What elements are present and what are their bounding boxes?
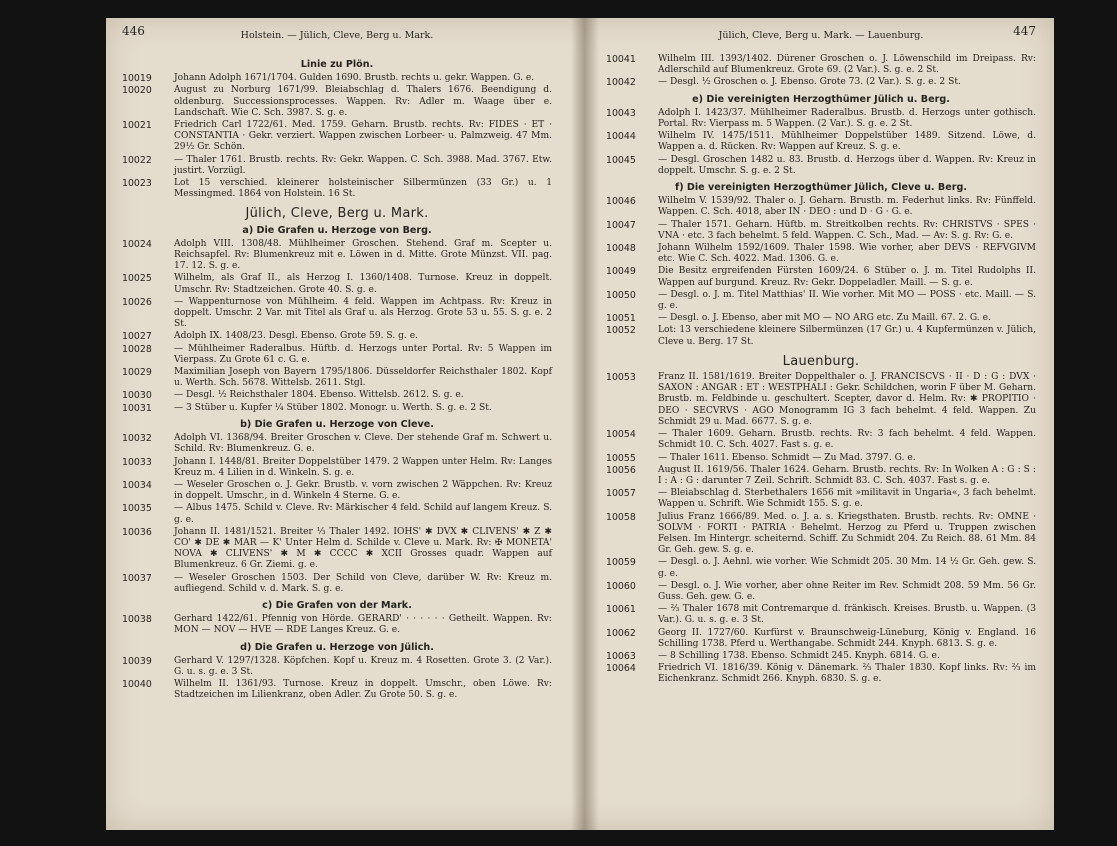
lot-description: Johann Adolph 1671/1704. Gulden 1690. Brustb. rechts u. gekr. Wappen. G. e. [174,73,535,84]
catalog-entry [606,663,1036,685]
catalog-entry [122,433,552,455]
catalog-entry [122,679,552,701]
catalog-entry [122,344,552,366]
lot-description: Die Besitz ergreifenden Fürsten 1609/24. 6 Stüber o. J. m. Titel Rudolphs II. Wappen auf burgund. Kreuz. Rv: Gekr. Doppeladler. Maill. — S. g. e. [658,266,1036,288]
catalog-entry [122,367,552,389]
catalog-entry [606,131,1036,153]
catalog-entry [122,403,552,414]
lot-number: 10042 [606,77,636,89]
lot-number: 10029 [122,367,152,379]
catalog-entry [606,77,1036,88]
catalog-entry [606,155,1036,177]
lot-number: 10032 [122,433,152,445]
lot-description: Friedrich Carl 1722/61. Med. 1759. Geharn. Brustb. rechts. Rv: FIDES · ET · CONSTANTIA · Gekr. verziert. Wappen zwischen Lorbeer- u. Palmzweig. 47 Mm. 29½ Gr. Schön. [174,120,552,153]
catalog-entry [122,297,552,331]
lot-description: Gerhard V. 1297/1328. Köpfchen. Kopf u. Kreuz m. 4 Rosetten. Grote 3. (2 Var.). G. u. s. g. e. 3 St. [174,655,552,677]
left-running-title: Holstein. — Jülich, Cleve, Berg u. Mark. [240,30,434,41]
catalog-entry [122,573,552,595]
catalog-entry [122,178,552,200]
lot-number: 10045 [606,154,636,166]
lot-description: — Thaler 1609. Geharn. Brustb. rechts. Rv: 3 fach behelmt. 4 feld. Wappen. Schmidt 10. C. Sch. 4027. Fast s. g. e. [658,429,1036,451]
lot-number: 10031 [122,402,152,414]
lot-number: 10050 [606,289,636,301]
catalog-entry [122,614,552,636]
book-gutter [571,18,599,830]
catalog-entry [606,372,1036,428]
lot-description: — Desgl. ½ Groschen o. J. Ebenso. Grote 73. (2 Var.). S. g. e. 2 St. [658,77,961,88]
catalog-entry [122,527,552,572]
catalog-entry [606,325,1036,347]
lot-number: 10033 [122,456,152,468]
lot-description: Wilhelm III. 1393/1402. Dürener Groschen o. J. Löwenschild im Dreipass. Rv: Adlerschild auf Blumenkreuz. Grote 69. (2 Var.). S. g. e. 2 St. [658,54,1036,76]
lot-description: — Mühlheimer Raderalbus. Hüftb. d. Herzogs unter Portal. Rv: 5 Wappen im Vierpass. Zu Grote 61 c. G. e. [174,343,552,365]
catalog-entry [122,656,552,678]
lot-description: — 8 Schilling 1738. Ebenso. Schmidt 245. Knyph. 6814. G. e. [658,650,940,661]
catalog-entry [606,290,1036,312]
lot-number: 10046 [606,196,636,208]
lot-number: 10051 [606,313,636,325]
lot-number: 10027 [122,331,152,343]
lot-number: 10021 [122,120,152,132]
catalog-entry [606,557,1036,579]
lot-description: Maximilian Joseph von Bayern 1795/1806. Düsseldorfer Reichsthaler 1802. Kopf u. Werth. Sch. 5678. Wittelsb. 2611. Stgl. [174,367,552,389]
catalog-entry [606,429,1036,451]
catalog-entry [606,488,1036,510]
lot-number: 10043 [606,107,636,119]
lot-description: — Weseler Groschen o. J. Gekr. Brustb. v. vorn zwischen 2 Wäppchen. Rv: Kreuz in doppelt. Umschr., in d. Winkeln 4 Sterne. G. e. [174,479,552,502]
lot-description: Friedrich VI. 1816/39. König v. Dänemark. ⅔ Thaler 1830. Kopf links. Rv: ⅔ im Eichenkranz. Schmidt 266. Knyph. 6830. S. g. e. [658,663,1036,685]
lot-number: 10064 [606,663,636,675]
lot-description: — Thaler 1761. Brustb. rechts. Rv: Gekr. Wappen. C. Sch. 3988. Mad. 3767. Etw. justirt. Vorzügl. [174,154,552,176]
lot-number: 10057 [606,488,636,500]
lot-description: Johann I. 1448/81. Breiter Doppelstüber 1479. 2 Wappen unter Helm. Rv: Langes Kreuz m. 4 Lilien in d. Winkeln. S. g. e. [174,456,552,478]
catalog-entry [122,120,552,154]
catalog-entry [122,273,552,295]
lot-description: Julius Franz 1666/89. Med. o. J. a. s. Kriegsthaten. Brustb. rechts. Rv: OMNE · SOLVM · FORTI · PATRIA · Behelmt. Herzog zu Pferd u. Truppen zwischen Felsen. Im Hintergr. scheiternd. Schiff. Zu Schmidt 204. Zu Reich. 88. 61 Mm. 84 Gr. Geh. gew. S. g. e. [658,511,1036,556]
lot-description: — Desgl. o. J. Ebenso, aber mit MO — NO ARG etc. Zu Maill. 67. 2. G. e. [658,313,991,324]
lot-number: 10019 [122,73,152,85]
right-page [606,24,1036,687]
lot-description: — Desgl. o. J. m. Titel Matthias' II. Wie vorher. Mit MO — POSS · etc. Maill. — S. g. e. [658,289,1036,312]
lot-description: — 3 Stüber u. Kupfer ¼ Stüber 1802. Monogr. u. Werth. S. g. e. 2 St. [174,402,492,413]
catalog-entry [606,243,1036,265]
lot-description: — Desgl. Groschen 1482 u. 83. Brustb. d. Herzogs über d. Wappen. Rv: Kreuz in doppelt. Umschr. S. g. e. 2 St. [658,154,1036,176]
book-spread [106,18,1054,830]
lot-description: — Wappenturnose von Mühlheim. 4 feld. Wappen im Achtpass. Rv: Kreuz in doppelt. Umschr. 2 Var. mit Titel als Graf u. als Herzog. Grote 53 u. 55. S. g. e. 2 St. [174,296,552,330]
lot-description: Lot: 13 verschiedene kleinere Silbermünzen (17 Gr.) u. 4 Kupfermünzen v. Jülich, Cleve u. Berg. 17 St. [658,325,1036,347]
lot-number: 10025 [122,273,152,285]
lot-number: 10055 [606,452,636,464]
lot-number: 10022 [122,154,152,166]
lot-description: Johann II. 1481/1521. Breiter ⅓ Thaler 1492. IOHS' ✱ DVX ✱ CLIVENS' ✱ Z ✱ CO' ✱ DE ✱ MAR — K' Unter Helm d. Schilde v. Cleve u. Mark. Rv: ✠ MONETA' NOVA ✱ CLIVENS' ✱ M ✱ CCCC ✱ XCII Grosses quadr. Wappen auf Blumenkreuz. 6 Gr. Ziemi. g. e. [174,526,552,571]
lot-number: 10047 [606,219,636,231]
catalog-entry [122,85,552,119]
lot-description: — Desgl. ½ Reichsthaler 1804. Ebenso. Wittelsb. 2612. S. g. e. [174,390,464,401]
lot-number: 10053 [606,372,636,384]
lot-number: 10061 [606,604,636,616]
catalog-entry [122,155,552,177]
lot-number: 10030 [122,390,152,402]
section-heading: Lauenburg. [782,353,860,369]
lot-number: 10056 [606,464,636,476]
lot-number: 10028 [122,343,152,355]
lot-number: 10039 [122,655,152,667]
lot-description: Johann Wilhelm 1592/1609. Thaler 1598. Wie vorher, aber DEVS · REFVGIVM etc. Wie C. Sch. 4022. Mad. 1306. G. e. [658,243,1036,265]
left-page-number: 446 [122,24,145,38]
right-page-body [606,54,1036,686]
subsection-heading: f) Die vereinigten Herzogthümer Jülich, Cleve u. Berg. [675,182,967,194]
lot-number: 10062 [606,627,636,639]
subsection-heading: d) Die Grafen u. Herzoge von Jülich. [240,641,434,653]
lot-number: 10038 [122,614,152,626]
catalog-entry [606,313,1036,324]
catalog-entry [122,331,552,342]
lot-number: 10044 [606,131,636,143]
subsection-heading: a) Die Grafen u. Herzoge von Berg. [242,224,432,236]
lot-number: 10034 [122,479,152,491]
lot-number: 10036 [122,526,152,538]
catalog-entry [606,196,1036,218]
lot-number: 10020 [122,85,152,97]
catalog-entry [606,453,1036,464]
catalog-entry [606,465,1036,487]
lot-description: Wilhelm, als Graf II., als Herzog I. 1360/1408. Turnose. Kreuz in doppelt. Umschr. Rv: Stadtzeichen. Grote 40. S. g. e. [174,273,552,295]
lot-number: 10059 [606,557,636,569]
lot-description: August II. 1619/56. Thaler 1624. Geharn. Brustb. rechts. Rv: In Wolken A : G : S : I : A : G : darunter 7 Zeil. Schrift. Schmidt 83. C. Sch. 4037. Fast s. g. e. [658,464,1036,486]
lot-number: 10037 [122,572,152,584]
right-running-head [606,24,1036,44]
catalog-entry [122,480,552,502]
catalog-entry [122,239,552,273]
lot-description: Franz II. 1581/1619. Breiter Doppelthaler o. J. FRANCISCVS · II · D : G : DVX · SAXON : ANGAR : ET : WESTPHALI : Gekr. Schildchen, worin F über M. Geharn. Brustb. m. Feldbinde u. geschultert. Scepter, davor d. Helm. Rv: ✱ PROPITIO · DEO · SECVRVS · AGO Monogramm IG 3 fach behelmt. 4 feld. Wappen. Zu Schmidt 29 u. Mad. 6677. S. g. e. [658,372,1036,427]
lot-number: 10052 [606,325,636,337]
catalog-entry [606,651,1036,662]
lot-number: 10063 [606,650,636,662]
lot-description: Adolph VI. 1368/94. Breiter Groschen v. Cleve. Der stehende Graf m. Schwert u. Schild. Rv: Blumenkreuz. G. e. [174,433,552,455]
lot-description: Wilhelm II. 1361/93. Turnose. Kreuz in doppelt. Umschr., oben Löwe. Rv: Stadtzeichen im Lilienkranz, oben Adler. Zu Grote 50. S. g. e. [174,679,552,701]
lot-number: 10049 [606,266,636,278]
lot-number: 10026 [122,296,152,308]
subsection-heading: b) Die Grafen u. Herzoge von Cleve. [240,418,434,430]
catalog-entry [606,604,1036,626]
catalog-entry [122,503,552,525]
left-running-head [122,24,552,44]
lot-description: — Thaler 1571. Geharn. Hüftb. m. Streitkolben rechts. Rv: CHRISTVS · SPES · VNA · etc. 3 fach behelmt. 5 feld. Wappen. C. Sch., Mad. — Av: S. g. Rv: G. e. [658,219,1036,241]
lot-description: Adolph IX. 1408/23. Desgl. Ebenso. Grote 59. S. g. e. [174,331,418,342]
lot-number: 10054 [606,429,636,441]
lot-number: 10058 [606,511,636,523]
lot-number: 10040 [122,679,152,691]
catalog-entry [122,457,552,479]
lot-number: 10041 [606,54,636,65]
lot-number: 10023 [122,178,152,190]
lot-number: 10060 [606,580,636,592]
lot-description: — Weseler Groschen 1503. Der Schild von Cleve, darüber W. Rv: Kreuz m. aufliegend. Schild v. d. Mark. S. g. e. [174,572,552,594]
lot-description: Gerhard 1422/61. Pfennig von Hörde. GERARD' · · · · · · Getheilt. Wappen. Rv: MON — NOV — HVE — RDE Langes Kreuz. G. e. [174,614,552,636]
catalog-entry [606,581,1036,603]
lot-number: 10048 [606,243,636,255]
lot-description: Wilhelm IV. 1475/1511. Mühlheimer Doppelstüber 1489. Sitzend. Löwe, d. Wappen a. d. Rücken. Rv: Wappen auf Kreuz. S. g. e. [658,131,1036,153]
subsection-heading: e) Die vereinigten Herzogthümer Jülich u. Berg. [692,93,950,105]
subsection-heading: c) Die Grafen von der Mark. [262,599,412,611]
left-page [122,24,552,703]
section-heading: Jülich, Cleve, Berg u. Mark. [245,206,429,222]
lot-description: — Desgl. o. J. Aehnl. wie vorher. Wie Schmidt 205. 30 Mm. 14 ½ Gr. Geh. gew. S. g. e. [658,557,1036,579]
lot-description: — Bleiabschlag d. Sterbethalers 1656 mit »militavit in Ungaria«, 3 fach behelmt. Wappen u. Schrift. Wie Schmidt 155. S. g. e. [658,488,1036,510]
right-running-title: Jülich, Cleve, Berg u. Mark. — Lauenburg. [718,30,924,41]
lot-description: Adolph VIII. 1308/48. Mühlheimer Groschen. Stehend. Graf m. Scepter u. Reichsapfel. Rv: Blumenkreuz mit e. Löwen in d. Mitte. Grote Münzst. VII. pag. 17. 12. S. g. e. [174,238,552,272]
catalog-entry [122,73,552,84]
catalog-entry [606,108,1036,130]
left-page-body [122,59,552,702]
lot-number: 10024 [122,238,152,250]
catalog-entry [606,512,1036,557]
lot-description: — ⅔ Thaler 1678 mit Contremarque d. fränkisch. Kreises. Brustb. u. Wappen. (3 Var.). G. u. s. g. e. 3 St. [658,604,1036,626]
lot-description: Lot 15 verschied. kleinerer holsteinischer Silbermünzen (33 Gr.) u. 1 Messingmed. 1864 von Holstein. 16 St. [174,178,552,200]
lot-description: Georg II. 1727/60. Kurfürst v. Braunschweig-Lüneburg, König v. England. 16 Schilling 1738. Pferd u. Werthangabe. Schmidt 244. Knyph. 6813. S. g. e. [658,627,1036,649]
catalog-entry [606,266,1036,288]
lot-description: Adolph I. 1423/37. Mühlheimer Raderalbus. Brustb. d. Herzogs unter gothisch. Portal. Rv: Vierpass m. 5 Wappen. (2 Var.). S. g. e. 2 St. [658,107,1036,130]
catalog-entry [606,220,1036,242]
lot-description: — Desgl. o. J. Wie vorher, aber ohne Reiter im Rev. Schmidt 208. 59 Mm. 56 Gr. Guss. Geh. gew. G. e. [658,580,1036,602]
right-page-number: 447 [1013,24,1036,38]
catalog-entry [606,628,1036,650]
lot-description: August zu Norburg 1671/99. Bleiabschlag d. Thalers 1676. Beendigung d. oldenburg. Successionsprocesses. Wappen. Rv: Adler m. Waage über e. Landschaft. Wie C. Sch. 3987. S. g. e. [174,85,552,118]
catalog-entry [606,54,1036,76]
lot-number: 10035 [122,503,152,515]
lot-description: — Albus 1475. Schild v. Cleve. Rv: Märkischer 4 feld. Schild auf langem Kreuz. S. g. e. [174,503,552,525]
lot-description: Wilhelm V. 1539/92. Thaler o. J. Geharn. Brustb. m. Federhut links. Rv: Fünffeld. Wappen. C. Sch. 4018, aber IN · DEO : und D · G · G. e. [658,196,1036,218]
lot-description: — Thaler 1611. Ebenso. Schmidt — Zu Mad. 3797. G. e. [658,452,916,463]
catalog-entry [122,390,552,401]
subsection-heading: Linie zu Plön. [300,59,374,70]
